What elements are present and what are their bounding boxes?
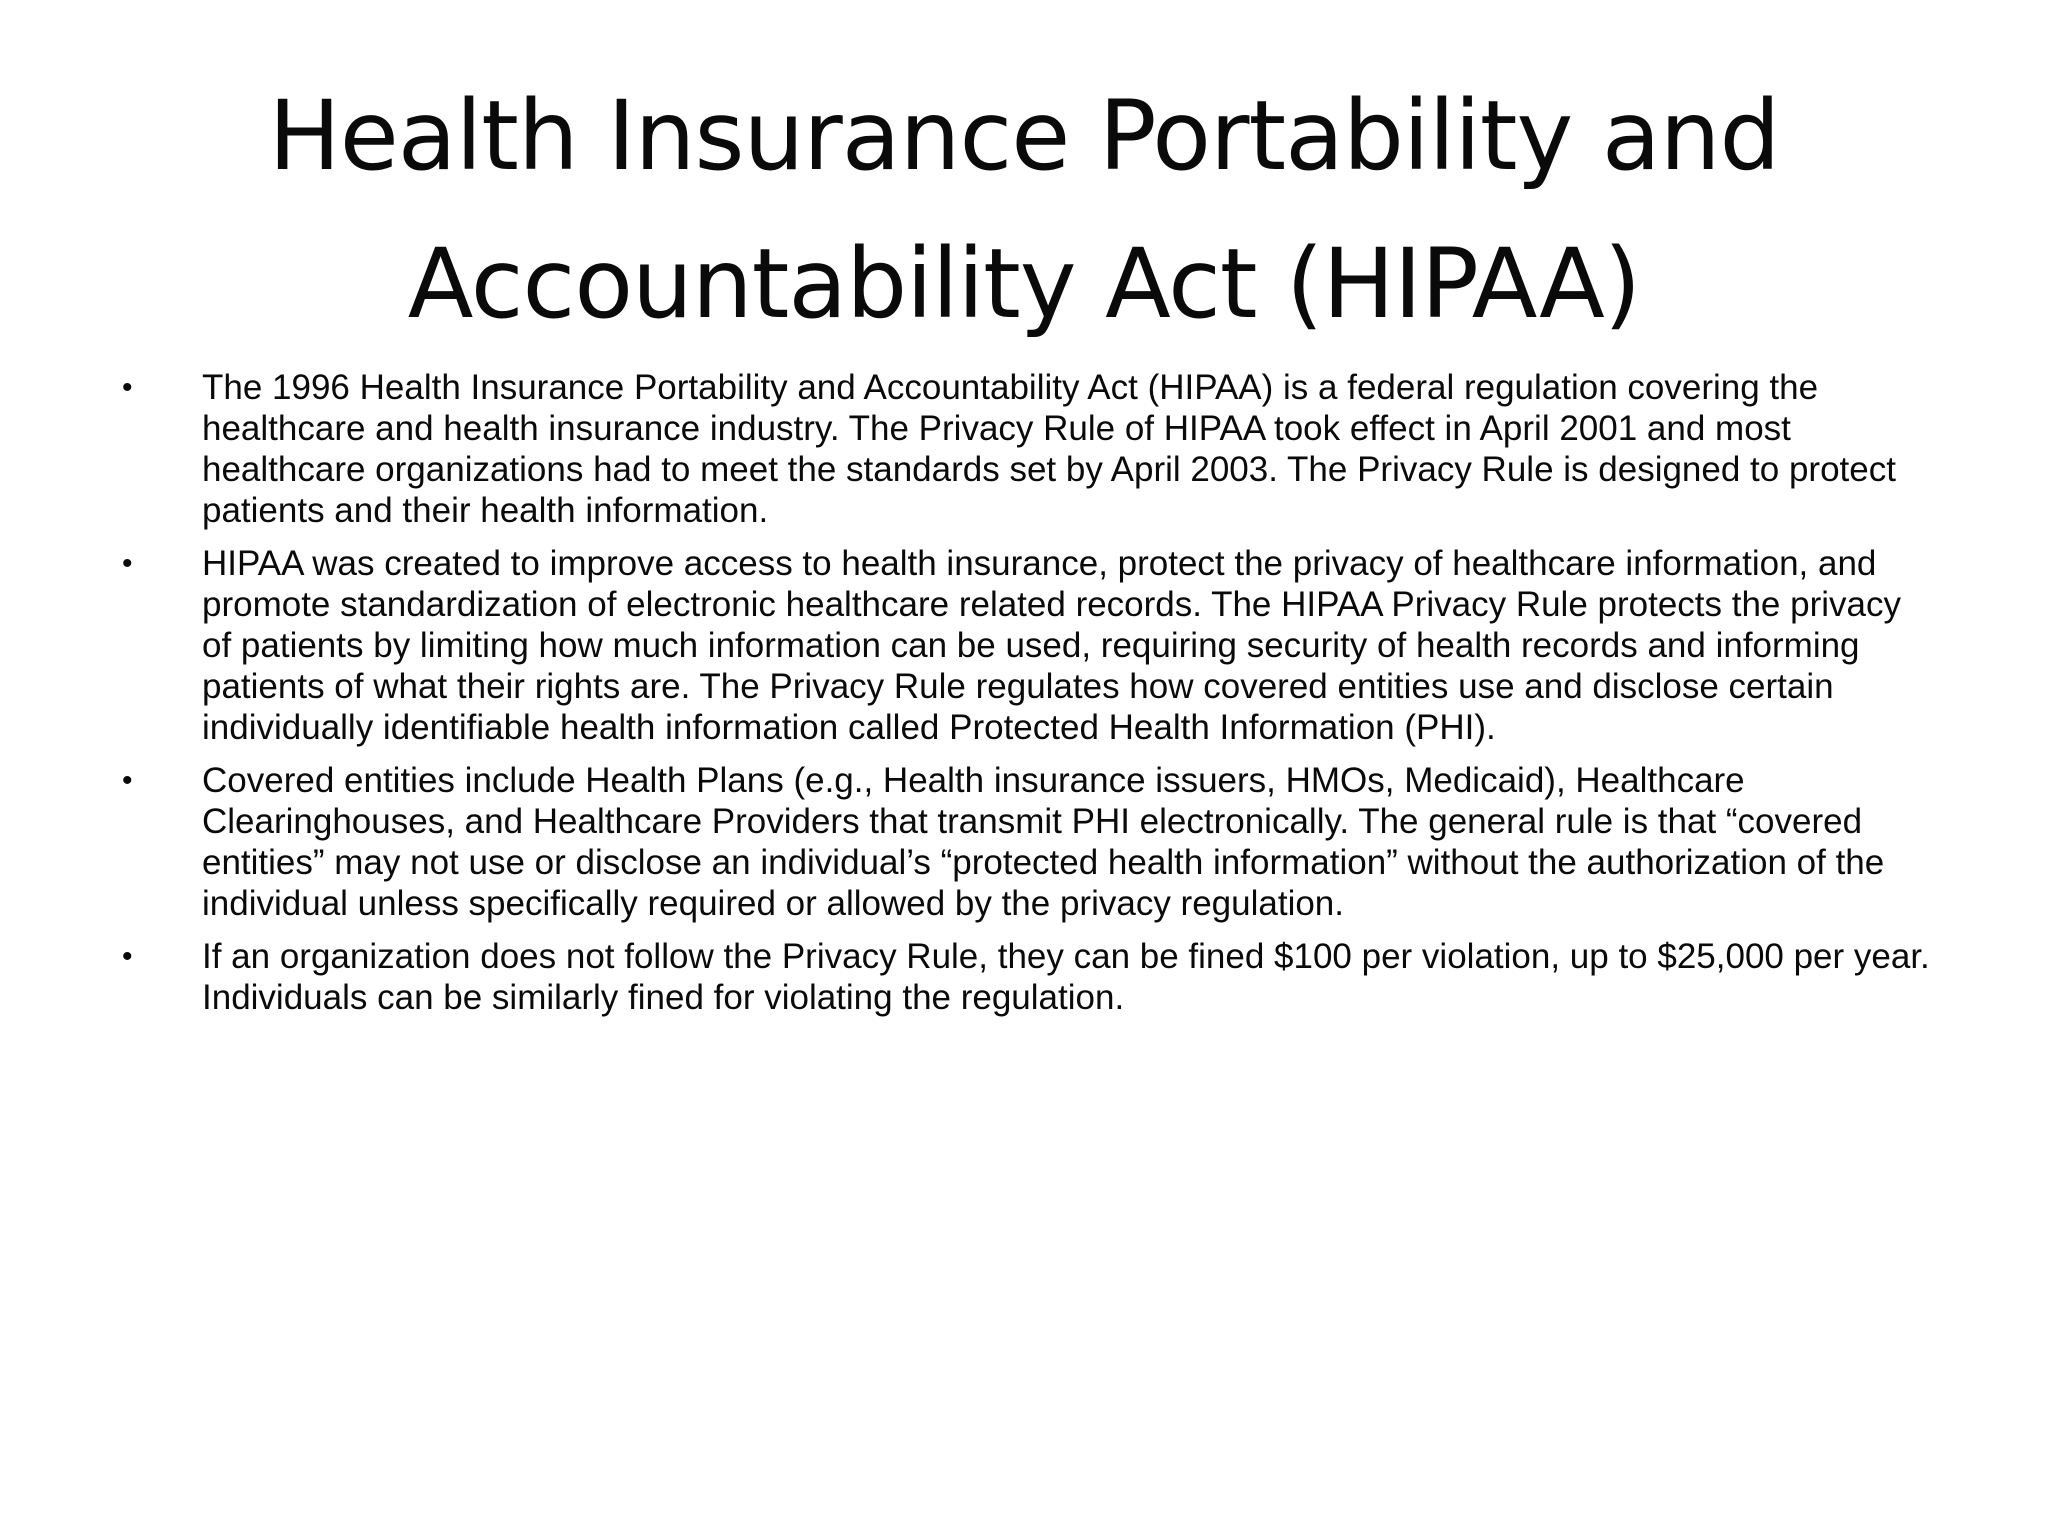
bullet-text-1: The 1996 Health Insurance Portability and Accountability Act (HIPAA) is a federal regulation covering the healthcare and health insurance industry. The Privacy Rule of HIPAA took effect in April 2001 and most healthcare organizations had to meet the standards set by April 2003. The Privacy Rule is designed to protect patients and their health information.: [202, 368, 1896, 530]
bullet-list: [116, 367, 1936, 1030]
bullet-icon: •: [122, 940, 133, 973]
bullet-item-1: [116, 367, 1936, 531]
slide-title-line-2: Accountability Act (HIPAA): [407, 228, 1641, 340]
bullet-item-3: [116, 760, 1936, 924]
bullet-item-4: [116, 936, 1936, 1018]
slide-title: [200, 62, 1848, 358]
bullet-icon: •: [122, 764, 133, 797]
bullet-icon: •: [122, 547, 133, 580]
bullet-text-2: HIPAA was created to improve access to health insurance, protect the privacy of healthcare information, and promote standardization of electronic healthcare related records. The HIPAA Privacy Rule protects the privacy of patients by limiting how much information can be used, requiring security of health records and informing patients of what their rights are. The Privacy Rule regulates how covered entities use and disclose certain individually identifiable health information called Protected Health Information (PHI).: [202, 544, 1901, 747]
bullet-text-3: Covered entities include Health Plans (e.g., Health insurance issuers, HMOs, Medicaid), Healthcare Clearinghouses, and Healthcare Providers that transmit PHI electronically. The general rule is that “covered entities” may not use or disclose an individual’s “protected health information” without the authorization of the individual unless specifically required or allowed by the privacy regulation.: [202, 761, 1885, 923]
slide-title-line-1: Health Insurance Portability and: [268, 80, 1780, 192]
bullet-item-2: [116, 543, 1936, 748]
bullet-text-4: If an organization does not follow the Privacy Rule, they can be fined $100 per violation, up to $25,000 per year. Individuals can be similarly fined for violating the regulation.: [202, 937, 1930, 1017]
bullet-icon: •: [122, 371, 133, 404]
